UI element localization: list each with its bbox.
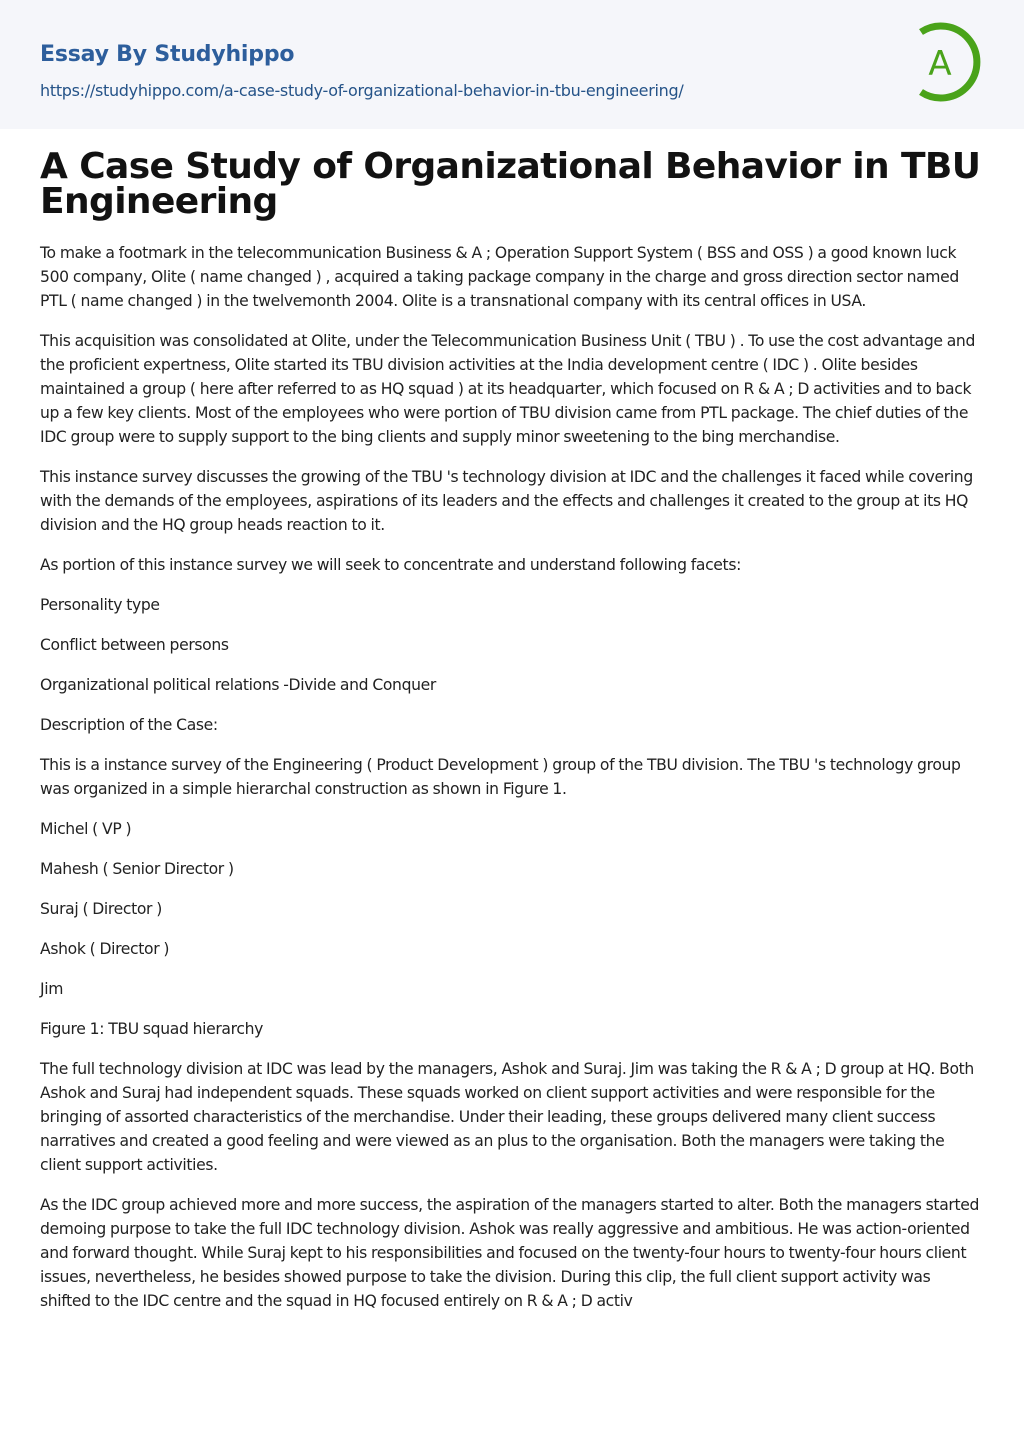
article	[0, 146, 1024, 1313]
facet-item: Conflict between persons	[40, 636, 229, 654]
hierarchy-item: Ashok ( Director )	[40, 940, 170, 958]
paragraph-idc-leadership: The full technology division at IDC was lead by the managers, Ashok and Suraj. Jim was taking the R & A ; D group at HQ. Both Ashok and Suraj had independent squads. These squads worked on client support activities and were responsible for the bringing of assorted characteristics of the merchandise. Under their leading, these groups delivered many client success narratives and created a good feeling and were viewed as an plus to the organisation. Both the managers were taking the client support activities.	[40, 1060, 974, 1174]
paragraph-acquisition: This acquisition was consolidated at Olite, under the Telecommunication Business Unit ( TBU ) . To use the cost advantage and the proficient expertness, Olite started its TBU division activities at the India development centre ( IDC ) . Olite besides maintained a group ( here after referred to as HQ squad ) at its headquarter, which focused on R & A ; D activities and to back up a few key clients. Most of the employees who were portion of TBU division came from PTL package. The chief duties of the IDC group were to supply support to the bing clients and supply minor sweetening to the bing merchandise.	[40, 332, 976, 446]
paragraph-survey-scope: This instance survey discusses the growing of the TBU 's technology division at IDC and the challenges it faced while covering with the demands of the employees, aspirations of its leaders and the effects and challenges it created to the group at its HQ division and the HQ group heads reaction to it.	[40, 468, 973, 534]
site-header	[0, 0, 1024, 129]
facet-item: Organizational political relations -Divide and Conquer	[40, 676, 436, 694]
facet-item: Personality type	[40, 596, 160, 614]
hierarchy-item: Mahesh ( Senior Director )	[40, 860, 234, 878]
paragraph-intro: To make a footmark in the telecommunication Business & A ; Operation Support System ( BSS and OSS ) a good known luck 500 company, Olite ( name changed ) , acquired a taking package company in the charge and gross direction sector named PTL ( name changed ) in the twelvemonth 2004. Olite is a transnational company with its central offices in USA.	[40, 244, 959, 310]
paragraph-aspirations: As the IDC group achieved more and more success, the aspiration of the managers started to alter. Both the managers started demoing purpose to take the full IDC technology division. Ashok was really aggressive and ambitious. He was action-oriented and forward thought. While Suraj kept to his responsibilities and focused on the twenty-four hours to twenty-four hours client issues, nevertheless, he besides showed purpose to take the division. During this clip, the full client support activity was shifted to the IDC centre and the squad in HQ focused entirely on R & A ; D activ	[40, 1196, 980, 1310]
hierarchy-item: Michel ( VP )	[40, 820, 132, 838]
studyhippo-logo-icon[interactable]	[912, 19, 986, 105]
figure-caption: Figure 1: TBU squad hierarchy	[40, 1020, 263, 1038]
paragraph-facets-intro: As portion of this instance survey we will seek to concentrate and understand following facets:	[40, 556, 741, 574]
page-title: A Case Study of Organizational Behavior in TBU Engineering	[40, 146, 981, 222]
site-name[interactable]: Essay By Studyhippo	[40, 42, 295, 67]
logo-letter: A	[928, 44, 952, 84]
hierarchy-item: Suraj ( Director )	[40, 900, 162, 918]
source-url-link[interactable]: https://studyhippo.com/a-case-study-of-organizational-behavior-in-tbu-engineering/	[40, 81, 684, 100]
hierarchy-item: Jim	[40, 980, 64, 998]
section-heading-description: Description of the Case:	[40, 716, 218, 734]
paragraph-case-description: This is a instance survey of the Engineering ( Product Development ) group of the TBU division. The TBU 's technology group was organized in a simple hierarchal construction as shown in Figure 1.	[40, 756, 961, 798]
